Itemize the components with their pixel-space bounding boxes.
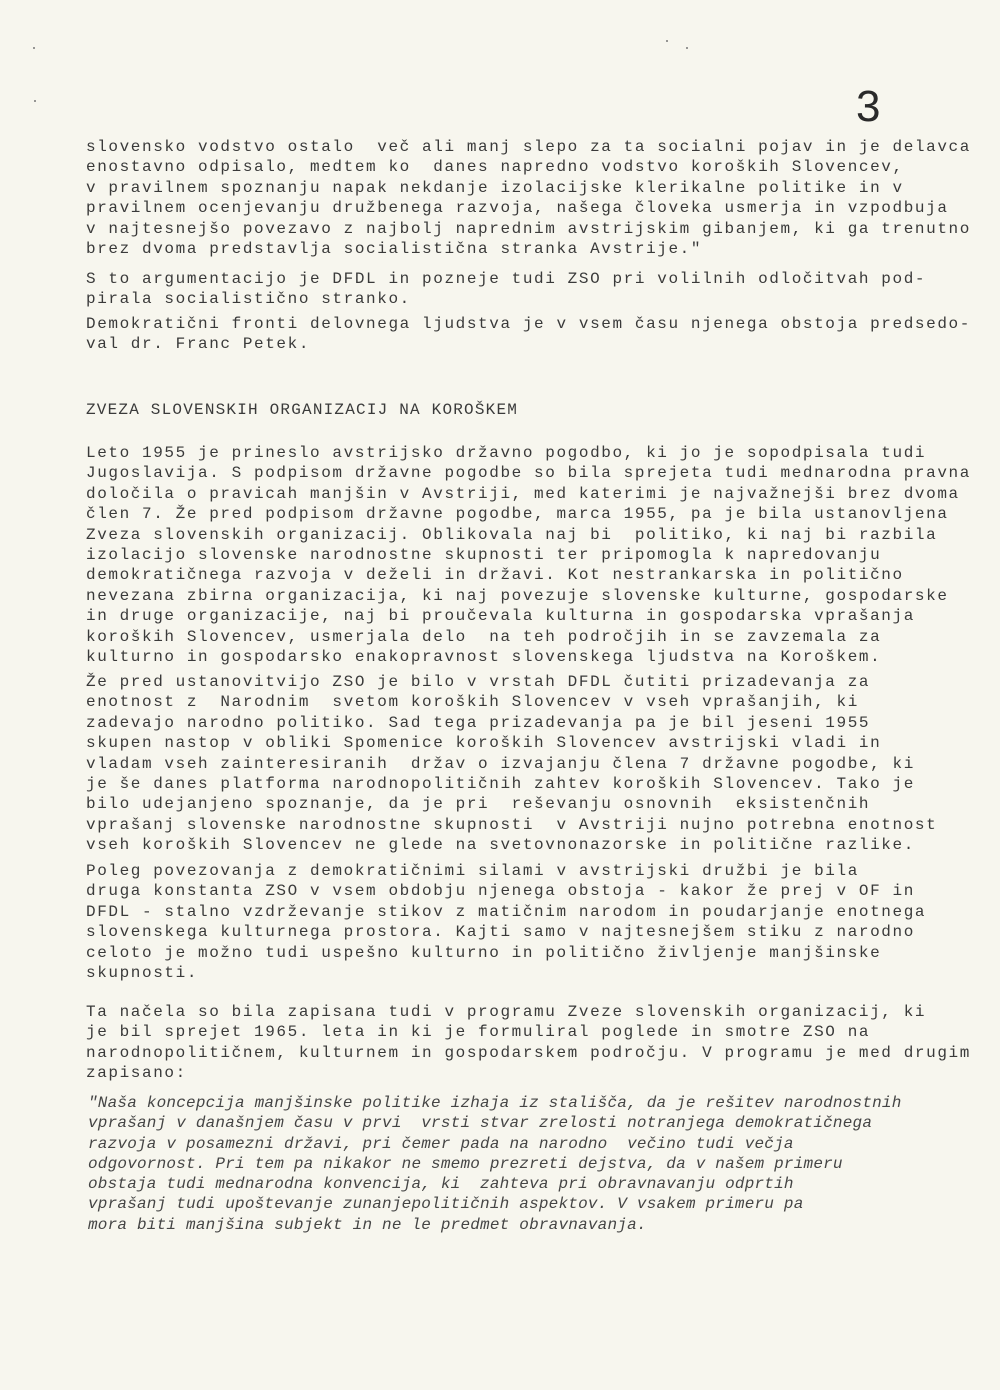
text-line: mora biti manjšina subjekt in ne le predmet obravnavanja.: [88, 1215, 647, 1234]
text-line: je še danes platforma narodnopolitičnih zahtev koroških Slovencev. Tako je: [86, 775, 915, 794]
text-line: DFDL - stalno vzdrževanje stikov z matičnim narodom in poudarjanje enotnega: [86, 902, 927, 921]
scan-speck: [33, 47, 35, 49]
text-line: "Naša koncepcija manjšinske politike izhaja iz stališča, da je rešitev narodnostnih: [88, 1094, 902, 1112]
text-line: narodnopolitičnem, kulturnem in gospodarskem področju. V programu je med drugim: [86, 1043, 971, 1062]
paragraph: [86, 861, 926, 983]
text-line: zadevajo narodno politiko. Sad tega prizadevanja pa je bil jeseni 1955: [86, 713, 871, 732]
text-line: Že pred ustanovitvijo ZSO je bilo v vrstah DFDL čutiti prizadevanja za: [86, 673, 871, 691]
text-line: vladam vseh zainteresiranih držav o izvajanju člena 7 državne pogodbe, ki: [86, 754, 915, 773]
text-line: v najtesnejšo povezavo z najbolj naprednim avstrijskim gibanjem, ki ga trenutno: [86, 219, 971, 238]
text-line: koroških Slovencev, usmerjala delo na teh področjih in se zavzemala za: [86, 627, 882, 646]
text-line: vprašanj v današnjem času v prvi vrsti stvar zrelosti notranjega demokratičnega: [88, 1114, 873, 1133]
text-line: vseh koroških Slovencev ne glede na svetovnonazorske in politične razlike.: [86, 836, 915, 855]
text-line: S to argumentacijo je DFDL in pozneje tudi ZSO pri volilnih odločitvah pod-: [86, 270, 927, 288]
text-line: celoto je možno tudi uspešno kulturno in politično življenje manjšinske: [86, 943, 882, 962]
text-line: skupen nastop v obliki Spomenice koroških Slovencev avstrijski vladi in: [86, 734, 882, 753]
text-line: Poleg povezovanja z demokratičnimi silami v avstrijski družbi je bila: [86, 862, 859, 880]
text-line: je bil sprejet 1965. leta in ki je formuliral poglede in smotre ZSO na: [86, 1023, 871, 1042]
text-line: določila o pravicah manjšin v Avstriji, med katerimi je najvažnejši brez dvoma: [86, 484, 960, 503]
text-line: bilo udejanjeno spoznanje, da je pri reševanju osnovnih eksistenčnih: [86, 795, 871, 814]
section-heading: ZVEZA SLOVENSKIH ORGANIZACIJ NA KOROŠKEM: [86, 401, 519, 419]
text-line: demokratičnega razvoja v deželi in državi. Kot nestrankarska in politično: [86, 566, 904, 585]
text-line: pravilnem ocenjevanju družbenega razvoja, našega človeka usmerja in vzpodbuja: [86, 199, 949, 218]
text-line: izolacijo slovenske narodnostne skupnosti ter pripomogla k napredovanju: [86, 546, 882, 565]
text-line: nevezana zbirna organizacija, ki naj povezuje slovenske kulturne, gospodarske: [86, 586, 949, 605]
text-line: člen 7. Že pred podpisom državne pogodbe, marca 1955, pa je bila ustanovljena: [86, 505, 949, 524]
text-line: Demokratični fronti delovnega ljudstva je v vsem času njenega obstoja predsedo-: [86, 315, 971, 333]
text-line: enotnost z Narodnim svetom koroških Slovencev v vseh vprašanjih, ki: [86, 693, 859, 712]
text-line: Jugoslavija. S podpisom državne pogodbe so bila sprejeta tudi mednarodna pravna: [86, 464, 971, 483]
text-line: skupnosti.: [86, 964, 199, 983]
text-line: Leto 1955 je prineslo avstrijsko državno pogodbo, ki jo je sopodpisala tudi: [86, 444, 927, 462]
scan-speck: [34, 100, 36, 102]
paragraph: [86, 443, 971, 667]
text-line: enostavno odpisalo, medtem ko danes napredno vodstvo koroških Slovencev,: [86, 158, 904, 177]
text-line: vprašanj slovenske narodnostne skupnosti v Avstriji nujno potrebna enotnost: [86, 815, 938, 834]
text-line: pirala socialistično stranko.: [86, 290, 411, 309]
paragraph: [86, 269, 926, 310]
text-line: brez dvoma predstavlja socialistična stranka Avstrije.": [86, 240, 703, 259]
text-line: slovenskega kulturnega prostora. Kajti samo v najtesnejšem stiku z narodno: [86, 923, 915, 942]
text-line: vprašanj tudi upoštevanje zunanjepolitičnih aspektov. V vsakem primeru pa: [88, 1195, 804, 1214]
text-line: Zveza slovenskih organizacij. Oblikovala naj bi politiko, ki naj bi razbila: [86, 525, 938, 544]
text-line: odgovornost. Pri tem pa nikakor ne smemo prezreti dejstva, da v našem primeru: [88, 1154, 843, 1173]
paragraph: [86, 1002, 971, 1084]
page-number: 3: [856, 82, 881, 131]
text-line: zapisano:: [86, 1064, 187, 1083]
scan-speck: [686, 47, 688, 49]
text-line: in druge organizacije, naj bi proučevala kulturna in gospodarska vprašanja: [86, 607, 915, 626]
text-line: druga konstanta ZSO v vsem obdobju njenega obstoja - kakor že prej v OF in: [86, 882, 915, 901]
paragraph: [86, 672, 937, 856]
text-line: v pravilnem spoznanju napak nekdanje izolacijske klerikalne politike in v: [86, 178, 904, 197]
text-line: slovensko vodstvo ostalo več ali manj slepo za ta socialni pojav in je delavca: [86, 138, 971, 156]
text-line: obstaja tudi mednarodna konvencija, ki zahteva pri obravnavanju odprtih: [88, 1175, 794, 1194]
paragraph: [86, 137, 971, 259]
paragraph: [86, 314, 971, 355]
text-line: kulturno in gospodarsko enakopravnost slovenskega ljudstva na Koroškem.: [86, 648, 882, 667]
scan-speck: [666, 40, 668, 42]
text-line: Ta načela so bila zapisana tudi v programu Zveze slovenskih organizacij, ki: [86, 1003, 927, 1021]
program-quote: [88, 1093, 902, 1235]
text-line: razvoja v posamezni državi, pri čemer pada na narodno večino tudi večja: [88, 1134, 794, 1153]
text-line: val dr. Franc Petek.: [86, 335, 311, 354]
